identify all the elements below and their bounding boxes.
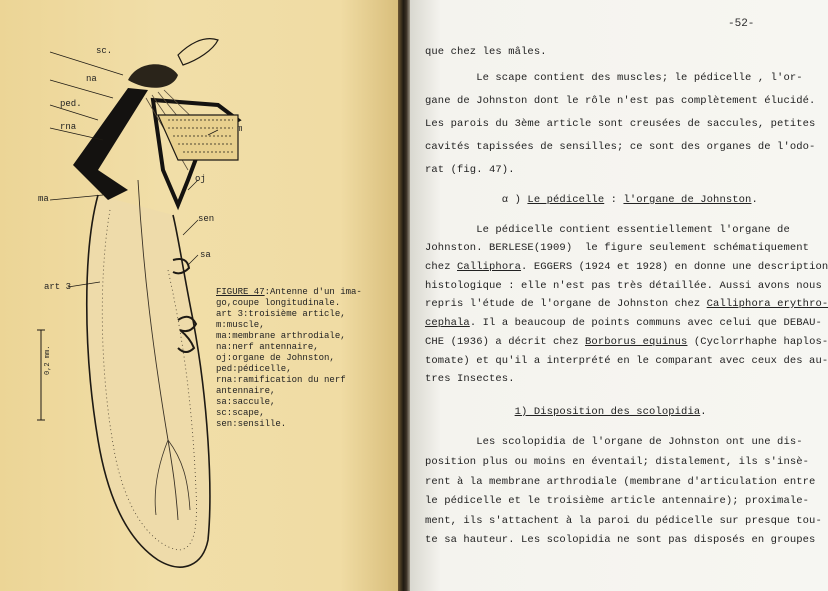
text-line: Les scolopidia de l'organe de Johnston ont une dis-: [425, 436, 803, 448]
section-heading-alpha-title: Le pédicelle: [527, 194, 605, 206]
figure-caption-line: sc:scape,: [216, 408, 265, 418]
text-line: te sa hauteur. Les scolopidia ne sont pas disposés en groupes: [425, 534, 816, 546]
text-line: ment, ils s'attachent à la paroi du pédicelle sur presque tou-: [425, 515, 822, 527]
label-oj: oj: [195, 174, 206, 184]
text-line: tres Insectes.: [425, 373, 515, 385]
text-line: Le pédicelle contient essentiellement l'organe de: [425, 224, 790, 236]
figure-caption-line: oj:organe de Johnston,: [216, 353, 335, 363]
section-heading-1: 1) Disposition des scolopidia.: [514, 406, 707, 418]
label-m: m: [237, 124, 243, 134]
text-line: Johnston. BERLESE(1909) le figure seulement schématiquement: [425, 242, 810, 254]
section-heading-alpha-subtitle: l'organe de Johnston: [623, 194, 752, 206]
text-line: chez Calliphora. EGGERS (1924 et 1928) en donne une description: [425, 261, 828, 273]
figure-caption-line: go,coupe longitudinale.: [216, 298, 341, 308]
taxon-calliphora-erythrocephala: Calliphora erythro-: [706, 298, 828, 310]
label-sa: sa: [200, 250, 211, 260]
figure-caption-line: na:nerf antennaire,: [216, 342, 319, 352]
text-line: cephala. Il a beaucoup de points communs avec celui que DEBAU-: [425, 317, 822, 329]
figure-caption-line: m:muscle,: [216, 320, 265, 330]
text-line: Le scape contient des muscles; le pédicelle , l'or-: [425, 72, 803, 84]
taxon-borborus-equinus: Borborus equinus: [585, 336, 688, 348]
page-number: -52-: [728, 18, 755, 30]
taxon-calliphora: Calliphora: [457, 261, 522, 273]
text-line: histologique : elle n'est pas très détaillée. Aussi avons nous: [425, 280, 822, 292]
text-line: Les parois du 3ème article sont creusées de saccules, petites: [425, 118, 816, 130]
figure-caption: [216, 287, 376, 430]
text-line: rat (fig. 47).: [425, 164, 515, 176]
left-page: [0, 0, 400, 591]
label-sc: sc.: [96, 46, 113, 56]
label-na: na: [86, 74, 97, 84]
scale-bar-label: 0,2 mm.: [44, 345, 52, 375]
text-line: cavités tapissées de sensilles; ce sont des organes de l'odo-: [425, 141, 816, 153]
figure-caption-line: :Antenne d'un ima-: [264, 287, 362, 297]
figure-caption-line: sen:sensille.: [216, 419, 287, 429]
label-rna: rna: [60, 122, 77, 132]
taxon-calliphora-erythrocephala-cont: cephala: [425, 317, 470, 329]
text-line: repris l'étude de l'organe de Johnston chez Calliphora erythro-: [425, 298, 828, 310]
label-art3: art 3: [44, 282, 72, 292]
figure-caption-line: art 3:troisième article,: [216, 309, 346, 319]
text-line: que chez les mâles.: [425, 46, 547, 58]
text-line: le pédicelle et le troisième article antennaire); proximale-: [425, 495, 810, 507]
label-ped: ped.: [60, 99, 82, 109]
label-sen: sen: [198, 214, 215, 224]
label-ma: ma: [38, 194, 49, 204]
figure-caption-line: antennaire,: [216, 386, 276, 396]
figure-caption-line: ma:membrane arthrodiale,: [216, 331, 346, 341]
figure-caption-id: FIGURE 47: [216, 287, 265, 297]
section-heading-alpha: α ) Le pédicelle : l'organe de Johnston.: [425, 194, 758, 206]
text-line: tomate) et qu'il a interprété en le comparant avec ceux des au-: [425, 355, 828, 367]
figure-caption-line: ped:pédicelle,: [216, 364, 292, 374]
figure-caption-line: rna:ramification du nerf: [216, 375, 346, 385]
text-line: position plus ou moins en éventail; distalement, ils s'insè-: [425, 456, 810, 468]
text-line: gane de Johnston dont le rôle n'est pas complètement élucidé.: [425, 95, 816, 107]
section-heading-1-title: 1) Disposition des scolopidia: [514, 406, 701, 418]
book-gutter: [398, 0, 410, 591]
text-line: rent à la membrane arthrodiale (membrane d'articulation entre: [425, 476, 816, 488]
figure-caption-line: sa:saccule,: [216, 397, 276, 407]
text-line: CHE (1936) a décrit chez Borborus equinus (Cyclorrhaphe haplos-: [425, 336, 828, 348]
